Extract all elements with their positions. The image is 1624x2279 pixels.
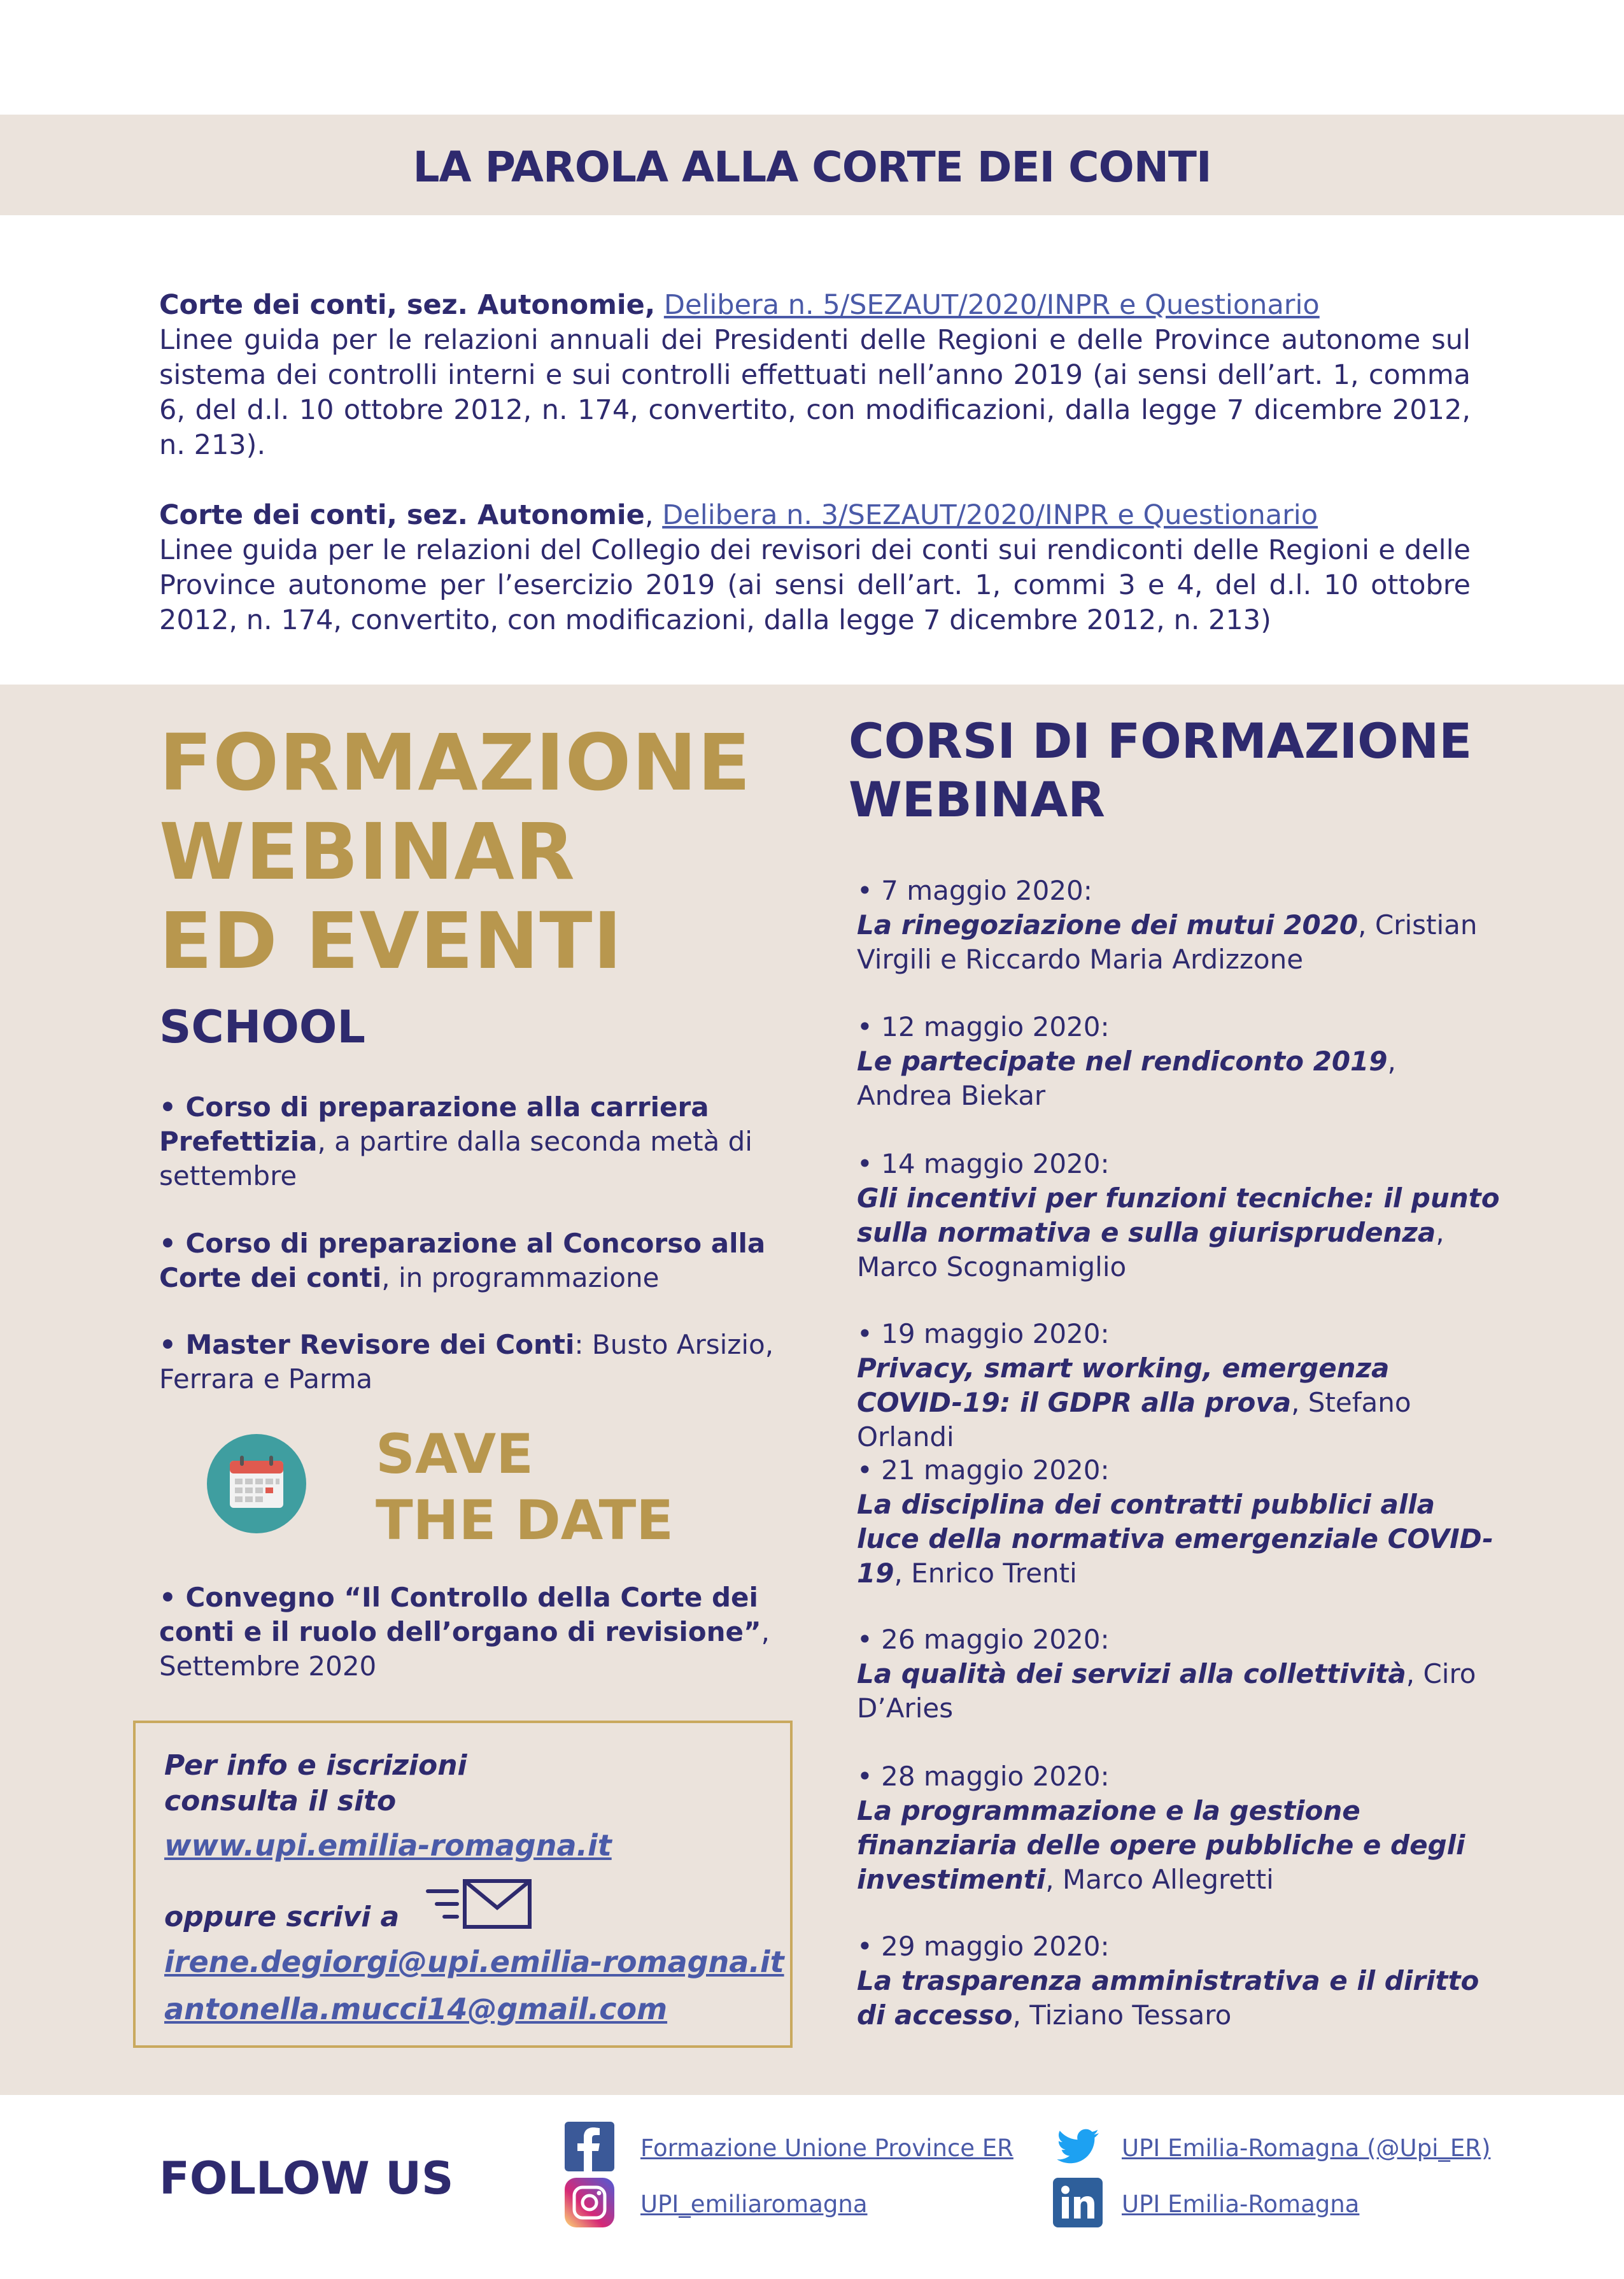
- school-item-title: • Corso di preparazione al Concorso alla Corte dei conti: [159, 1228, 766, 1293]
- course-title: La trasparenza amministrativa e il diritto di accesso: [857, 1965, 1479, 2031]
- entry-description: Linee guida per le relazioni annuali dei Presidenti delle Regioni e delle Province autonome sul sistema dei controlli interni e sui controlli effettuati nell’anno 2019 (ai sensi dell’art. 1, comma 6, del d.l. 10 ottobre 2012, n. 174, convertito, con modificazioni, dalla legge 7 dicembre 2012, n. 213).: [159, 324, 1471, 461]
- school-item: [159, 1328, 808, 1396]
- course-item: [857, 1010, 1500, 1113]
- school-item: [159, 1226, 808, 1295]
- course-speakers: , Tiziano Tessaro: [1012, 1999, 1232, 2031]
- convegno-date: , Settembre 2020: [159, 1616, 770, 1682]
- email-link-2[interactable]: antonella.mucci14@gmail.com: [164, 1992, 668, 2026]
- delibera-link-2[interactable]: Delibera n. 3/SEZAUT/2020/INPR e Questionario: [662, 499, 1318, 531]
- course-speakers: , Ciro D’Aries: [857, 1658, 1476, 1724]
- school-item: [159, 1090, 808, 1193]
- formazione-heading-line-1: FORMAZIONE: [159, 718, 751, 808]
- twitter-link[interactable]: UPI Emilia-Romagna (@Upi_ER): [1122, 2134, 1491, 2162]
- course-title: Gli incentivi per funzioni tecniche: il punto sulla normativa e sulla giurisprudenza: [857, 1182, 1500, 1248]
- corsi-heading: [849, 712, 1472, 829]
- school-heading: SCHOOL: [159, 1001, 365, 1053]
- school-item-detail: , in programmazione: [381, 1262, 660, 1293]
- facebook-link[interactable]: Formazione Unione Province ER: [640, 2134, 1013, 2162]
- course-date: • 28 maggio 2020:: [857, 1761, 1110, 1792]
- save-the-date-line-2: THE DATE: [376, 1489, 674, 1552]
- calendar-icon: [207, 1434, 306, 1533]
- follow-us-heading: FOLLOW US: [159, 2152, 454, 2204]
- course-speakers: , Marco Scognamiglio: [857, 1217, 1444, 1282]
- course-title: La programmazione e la gestione finanziaria delle opere pubbliche e degli investimenti: [857, 1795, 1465, 1895]
- corsi-heading-line-1: CORSI DI FORMAZIONE: [849, 713, 1472, 769]
- course-item: [857, 1929, 1500, 2033]
- course-date: • 21 maggio 2020:: [857, 1454, 1110, 1486]
- school-item-title: • Master Revisore dei Conti: [159, 1329, 575, 1360]
- course-item: [857, 874, 1500, 977]
- course-item: [857, 1622, 1500, 1726]
- linkedin-link[interactable]: UPI Emilia-Romagna: [1122, 2190, 1360, 2218]
- envelope-icon: [425, 1877, 533, 1931]
- course-title: Le partecipate nel rendiconto 2019: [857, 1046, 1388, 1077]
- convegno-item: [159, 1580, 808, 1684]
- course-date: • 26 maggio 2020:: [857, 1624, 1110, 1655]
- entry-separator: ,: [644, 499, 654, 531]
- info-text-line-1: Per info e iscrizioni: [164, 1749, 467, 1782]
- entry-source: Corte dei conti, sez. Autonomie: [159, 499, 645, 531]
- course-date: • 29 maggio 2020:: [857, 1931, 1110, 1962]
- course-date: • 12 maggio 2020:: [857, 1011, 1110, 1042]
- course-date: • 14 maggio 2020:: [857, 1148, 1110, 1179]
- school-item-detail: , a partire dalla seconda metà di settembre: [159, 1126, 752, 1191]
- formazione-heading-line-2: WEBINAR: [159, 807, 575, 897]
- convegno-title: • Convegno “Il Controllo della Corte dei conti e il ruolo dell’organo di revisione”: [159, 1582, 761, 1647]
- course-item: [857, 1453, 1500, 1591]
- school-item-title: • Corso di preparazione alla carriera Prefettizia: [159, 1091, 709, 1157]
- email-link-1[interactable]: irene.degiorgi@upi.emilia-romagna.it: [164, 1945, 784, 1979]
- entry-source: Corte dei conti, sez. Autonomie,: [159, 289, 656, 321]
- course-date: • 19 maggio 2020:: [857, 1318, 1110, 1349]
- course-title: Privacy, smart working, emergenza COVID-19: il GDPR alla prova: [857, 1352, 1390, 1418]
- course-item: [857, 1759, 1500, 1897]
- facebook-icon[interactable]: [565, 2122, 614, 2171]
- info-write-text: oppure scrivi a: [164, 1901, 400, 1933]
- section-title: LA PAROLA ALLA CORTE DEI CONTI: [413, 143, 1211, 192]
- info-text-line-2: consulta il sito: [164, 1785, 397, 1817]
- course-item: [857, 1147, 1500, 1284]
- course-speakers: , Andrea Biekar: [857, 1046, 1396, 1111]
- corte-entry-2: [159, 498, 1471, 638]
- formazione-heading-line-3: ED EVENTI: [159, 896, 623, 986]
- course-title: La rinegoziazione dei mutui 2020: [857, 909, 1359, 941]
- course-speakers: , Enrico Trenti: [894, 1558, 1077, 1589]
- linkedin-icon[interactable]: [1053, 2178, 1103, 2227]
- corte-entry-1: [159, 288, 1471, 463]
- save-the-date-line-1: SAVE: [376, 1423, 533, 1486]
- school-item-detail: : Busto Arsizio, Ferrara e Parma: [159, 1329, 774, 1395]
- course-speakers: , Marco Allegretti: [1045, 1864, 1274, 1895]
- course-speakers: , Stefano Orlandi: [857, 1387, 1411, 1452]
- website-link[interactable]: www.upi.emilia-romagna.it: [164, 1828, 612, 1863]
- instagram-icon[interactable]: [565, 2178, 614, 2227]
- corsi-heading-line-2: WEBINAR: [849, 771, 1105, 828]
- twitter-icon[interactable]: [1053, 2122, 1103, 2171]
- delibera-link-1[interactable]: Delibera n. 5/SEZAUT/2020/INPR e Questionario: [663, 289, 1320, 321]
- course-speakers: , Cristian Virgili e Riccardo Maria Ardizzone: [857, 909, 1478, 975]
- section-header-band: [0, 115, 1624, 215]
- course-date: • 7 maggio 2020:: [857, 875, 1092, 906]
- instagram-link[interactable]: UPI_emiliaromagna: [640, 2190, 868, 2218]
- course-title: La qualità dei servizi alla collettività: [857, 1658, 1406, 1689]
- course-title: La disciplina dei contratti pubblici alla luce della normativa emergenziale COVID-19: [857, 1489, 1493, 1589]
- entry-description: Linee guida per le relazioni del Collegio dei revisori dei conti sui rendiconti delle Regioni e delle Province autonome per l’esercizio 2019 (ai sensi dell’art. 1, commi 3 e 4, del d.l. 10 ottobre 2012, n. 174, convertito, con modificazioni, dalla legge 7 dicembre 2012, n. 213): [159, 534, 1471, 636]
- course-item: [857, 1317, 1500, 1454]
